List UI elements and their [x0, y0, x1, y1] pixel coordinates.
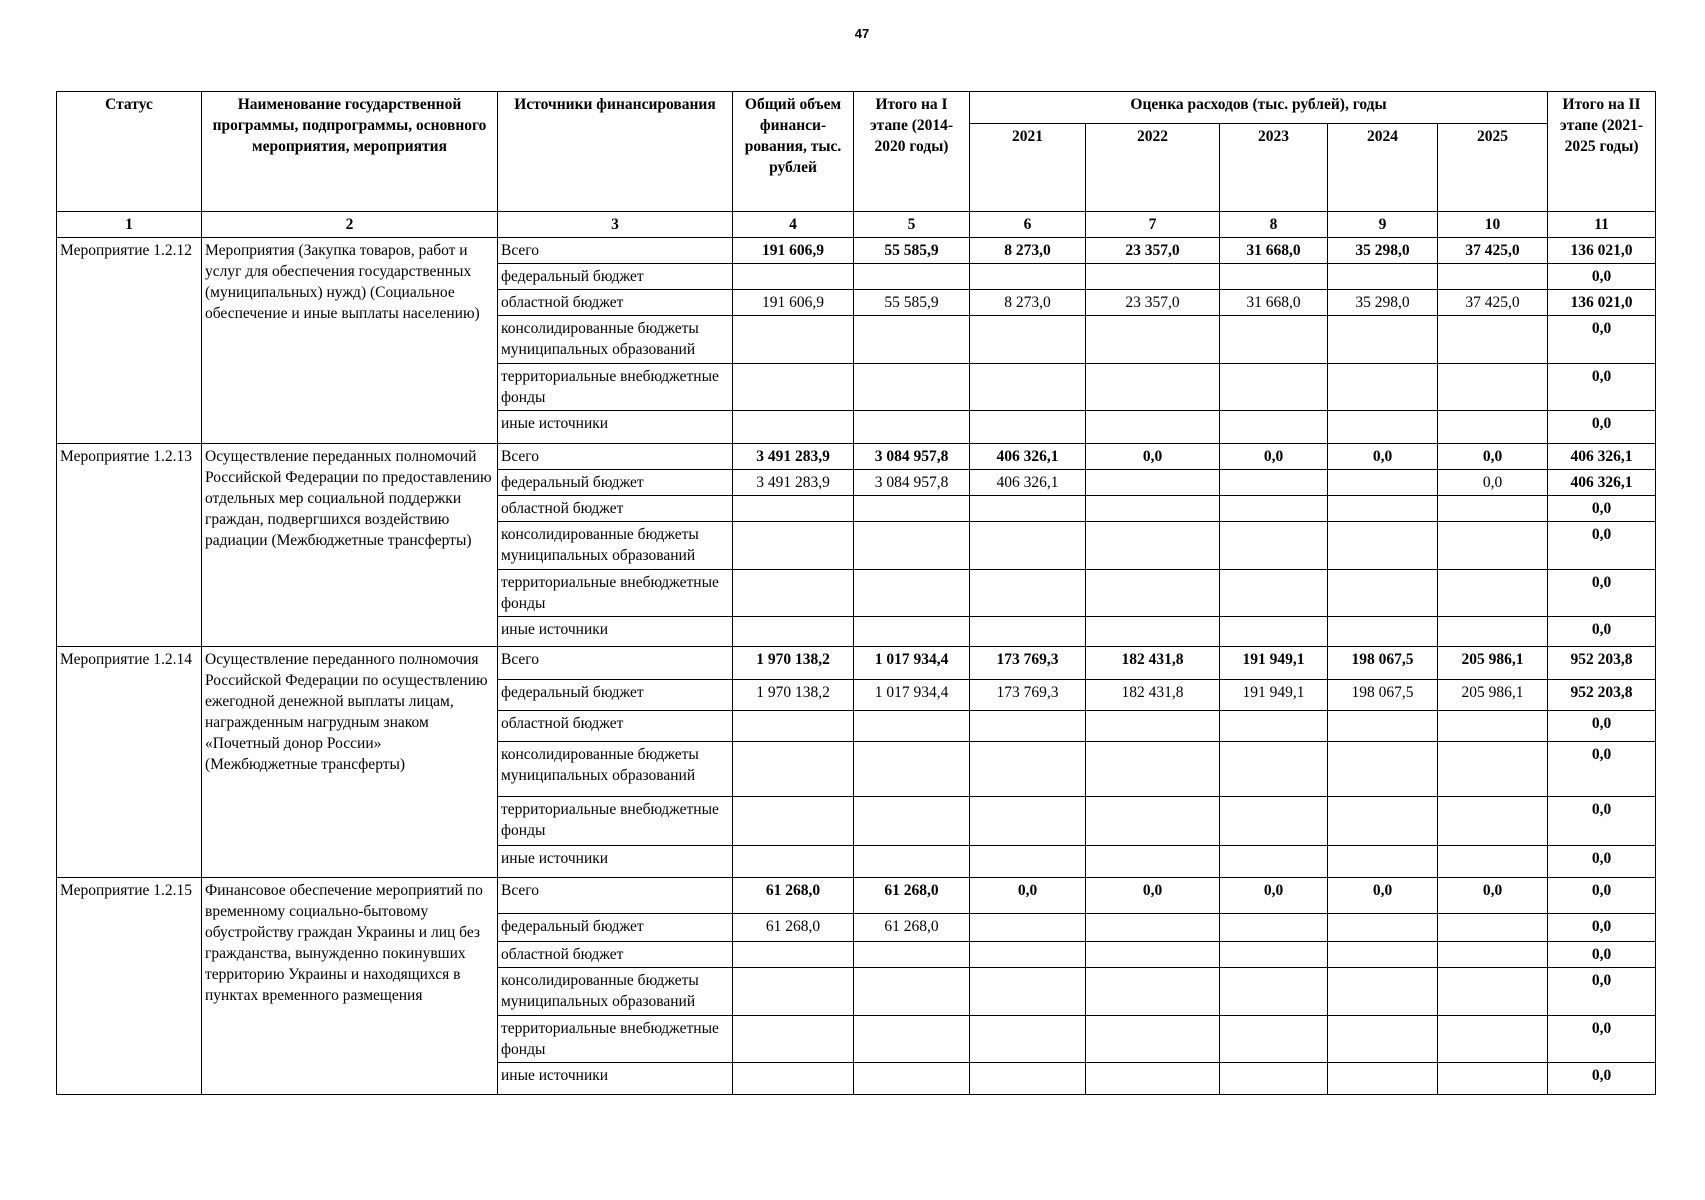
value-cell [733, 617, 854, 647]
value-cell [970, 570, 1086, 617]
value-cell [1220, 496, 1328, 522]
value-cell [1328, 522, 1438, 570]
value-cell [733, 742, 854, 797]
value-cell [1086, 570, 1220, 617]
value-cell [733, 797, 854, 846]
value-cell [970, 846, 1086, 878]
stage2-total-cell: 0,0 [1548, 617, 1656, 647]
measure-name-cell: Мероприятия (Закупка товаров, работ и услуг для обеспечения государственных (муниципальных) нужд) (Социальное обеспечение и иные выплаты населению) [202, 238, 498, 444]
value-cell: 0,0 [1328, 444, 1438, 470]
value-cell [1438, 411, 1548, 444]
source-cell: федеральный бюджет [498, 914, 733, 942]
value-cell [733, 1016, 854, 1063]
source-cell: областной бюджет [498, 942, 733, 968]
value-cell [970, 522, 1086, 570]
value-cell [1438, 711, 1548, 742]
stage2-total-cell: 0,0 [1548, 364, 1656, 411]
page-number: 47 [854, 26, 870, 41]
value-cell [1086, 411, 1220, 444]
value-cell [1438, 797, 1548, 846]
header-total-volume: Общий объем финанси-рования, тыс. рублей [733, 92, 854, 212]
header-name: Наименование государственной программы, подпрограммы, основного мероприятия, мероприятия [202, 92, 498, 212]
value-cell [1328, 570, 1438, 617]
status-cell: Мероприятие 1.2.14 [57, 647, 202, 878]
value-cell [854, 1063, 970, 1095]
value-cell: 3 491 283,9 [733, 444, 854, 470]
value-cell [854, 264, 970, 290]
value-cell [1220, 797, 1328, 846]
stage2-total-cell: 952 203,8 [1548, 647, 1656, 680]
value-cell [854, 522, 970, 570]
value-cell [1438, 617, 1548, 647]
value-cell: 0,0 [1220, 444, 1328, 470]
stage2-total-cell: 406 326,1 [1548, 470, 1656, 496]
stage2-total-cell: 0,0 [1548, 878, 1656, 914]
value-cell [1438, 1016, 1548, 1063]
value-cell [733, 968, 854, 1016]
column-number: 3 [498, 212, 733, 238]
value-cell [1328, 496, 1438, 522]
source-cell: территориальные внебюджетные фонды [498, 1016, 733, 1063]
value-cell [1086, 617, 1220, 647]
value-cell [1220, 1063, 1328, 1095]
value-cell [1328, 968, 1438, 1016]
value-cell [1328, 711, 1438, 742]
value-cell: 0,0 [1086, 444, 1220, 470]
column-number: 6 [970, 212, 1086, 238]
value-cell [1438, 914, 1548, 942]
value-cell [970, 316, 1086, 364]
value-cell: 3 084 957,8 [854, 444, 970, 470]
column-number: 11 [1548, 212, 1656, 238]
value-cell [1086, 522, 1220, 570]
measure-name-cell: Осуществление переданных полномочий Российской Федерации по предоставлению отдельных мер социальной поддержки граждан, подвергшихся воздействию радиации (Межбюджетные трансферты) [202, 444, 498, 647]
value-cell [1086, 264, 1220, 290]
stage2-total-cell: 952 203,8 [1548, 680, 1656, 711]
value-cell: 37 425,0 [1438, 238, 1548, 264]
column-number: 9 [1328, 212, 1438, 238]
value-cell [970, 968, 1086, 1016]
value-cell: 61 268,0 [733, 878, 854, 914]
value-cell [733, 496, 854, 522]
value-cell: 61 268,0 [854, 878, 970, 914]
value-cell: 191 606,9 [733, 238, 854, 264]
value-cell [1086, 1016, 1220, 1063]
value-cell [854, 617, 970, 647]
value-cell: 61 268,0 [733, 914, 854, 942]
value-cell [733, 522, 854, 570]
source-cell: территориальные внебюджетные фонды [498, 570, 733, 617]
value-cell [854, 411, 970, 444]
value-cell [1086, 316, 1220, 364]
value-cell [1220, 570, 1328, 617]
value-cell [854, 364, 970, 411]
value-cell [733, 711, 854, 742]
value-cell: 191 949,1 [1220, 680, 1328, 711]
value-cell: 0,0 [1220, 878, 1328, 914]
value-cell [854, 942, 970, 968]
value-cell: 8 273,0 [970, 290, 1086, 316]
value-cell [970, 711, 1086, 742]
value-cell [1220, 470, 1328, 496]
value-cell: 3 084 957,8 [854, 470, 970, 496]
value-cell [1220, 264, 1328, 290]
value-cell [854, 711, 970, 742]
value-cell [970, 617, 1086, 647]
value-cell [733, 846, 854, 878]
header-stage1: Итого на I этапе (2014-2020 годы) [854, 92, 970, 212]
value-cell: 3 491 283,9 [733, 470, 854, 496]
value-cell [733, 411, 854, 444]
column-number: 4 [733, 212, 854, 238]
stage2-total-cell: 0,0 [1548, 1016, 1656, 1063]
value-cell: 205 986,1 [1438, 680, 1548, 711]
value-cell: 35 298,0 [1328, 238, 1438, 264]
value-cell [1220, 846, 1328, 878]
source-cell: областной бюджет [498, 496, 733, 522]
stage2-total-cell: 406 326,1 [1548, 444, 1656, 470]
value-cell [1328, 742, 1438, 797]
source-cell: федеральный бюджет [498, 470, 733, 496]
stage2-total-cell: 0,0 [1548, 942, 1656, 968]
header-sources: Источники финансирования [498, 92, 733, 212]
column-number: 2 [202, 212, 498, 238]
value-cell [1438, 846, 1548, 878]
value-cell: 0,0 [1328, 878, 1438, 914]
value-cell: 182 431,8 [1086, 647, 1220, 680]
table-row [57, 444, 1656, 470]
value-cell: 23 357,0 [1086, 290, 1220, 316]
stage2-total-cell: 0,0 [1548, 742, 1656, 797]
value-cell [1328, 914, 1438, 942]
value-cell [970, 1063, 1086, 1095]
value-cell [1438, 316, 1548, 364]
header-stage2: Итого на II этапе (2021-2025 годы) [1548, 92, 1656, 212]
value-cell [1220, 617, 1328, 647]
value-cell: 1 970 138,2 [733, 647, 854, 680]
status-cell: Мероприятие 1.2.12 [57, 238, 202, 444]
value-cell [1438, 496, 1548, 522]
value-cell [733, 570, 854, 617]
source-cell: консолидированные бюджеты муниципальных образований [498, 968, 733, 1016]
source-cell: Всего [498, 444, 733, 470]
stage2-total-cell: 0,0 [1548, 914, 1656, 942]
value-cell [733, 942, 854, 968]
value-cell [1438, 364, 1548, 411]
source-cell: Всего [498, 647, 733, 680]
stage2-total-cell: 0,0 [1548, 711, 1656, 742]
value-cell [970, 914, 1086, 942]
header-year: 2022 [1086, 124, 1220, 212]
source-cell: территориальные внебюджетные фонды [498, 797, 733, 846]
value-cell [1086, 742, 1220, 797]
header-year: 2023 [1220, 124, 1328, 212]
stage2-total-cell: 0,0 [1548, 797, 1656, 846]
stage2-total-cell: 0,0 [1548, 968, 1656, 1016]
table-row [57, 647, 1656, 680]
value-cell [854, 968, 970, 1016]
value-cell: 0,0 [1438, 470, 1548, 496]
stage2-total-cell: 0,0 [1548, 1063, 1656, 1095]
value-cell [970, 411, 1086, 444]
value-cell [1438, 942, 1548, 968]
value-cell [1328, 364, 1438, 411]
value-cell [1086, 942, 1220, 968]
source-cell: областной бюджет [498, 290, 733, 316]
value-cell [970, 742, 1086, 797]
column-number: 5 [854, 212, 970, 238]
value-cell: 198 067,5 [1328, 647, 1438, 680]
value-cell [970, 1016, 1086, 1063]
stage2-total-cell: 0,0 [1548, 570, 1656, 617]
value-cell [1220, 316, 1328, 364]
source-cell: Всего [498, 878, 733, 914]
value-cell: 173 769,3 [970, 647, 1086, 680]
value-cell [970, 496, 1086, 522]
source-cell: иные источники [498, 411, 733, 444]
value-cell: 0,0 [1438, 444, 1548, 470]
value-cell [1438, 570, 1548, 617]
value-cell [1438, 968, 1548, 1016]
value-cell: 198 067,5 [1328, 680, 1438, 711]
value-cell [854, 846, 970, 878]
value-cell: 1 970 138,2 [733, 680, 854, 711]
value-cell [1328, 942, 1438, 968]
value-cell: 8 273,0 [970, 238, 1086, 264]
value-cell: 1 017 934,4 [854, 680, 970, 711]
status-cell: Мероприятие 1.2.13 [57, 444, 202, 647]
value-cell [1086, 711, 1220, 742]
value-cell [1438, 1063, 1548, 1095]
financing-table [56, 91, 1656, 1095]
source-cell: областной бюджет [498, 711, 733, 742]
value-cell [1220, 522, 1328, 570]
value-cell [1220, 411, 1328, 444]
value-cell: 182 431,8 [1086, 680, 1220, 711]
measure-name-cell: Осуществление переданного полномочия Российской Федерации по осуществлению ежегодной денежной выплаты лицам, награжденным нагрудным знаком «Почетный донор России» (Межбюджетные трансферты) [202, 647, 498, 878]
stage2-total-cell: 0,0 [1548, 411, 1656, 444]
value-cell [1328, 316, 1438, 364]
header-year: 2021 [970, 124, 1086, 212]
value-cell: 191 949,1 [1220, 647, 1328, 680]
value-cell [1086, 797, 1220, 846]
source-cell: консолидированные бюджеты муниципальных образований [498, 522, 733, 570]
status-cell: Мероприятие 1.2.15 [57, 878, 202, 1095]
value-cell: 61 268,0 [854, 914, 970, 942]
value-cell [970, 364, 1086, 411]
source-cell: иные источники [498, 617, 733, 647]
source-cell: консолидированные бюджеты муниципальных образований [498, 316, 733, 364]
value-cell [1438, 742, 1548, 797]
stage2-total-cell: 0,0 [1548, 522, 1656, 570]
value-cell [1438, 264, 1548, 290]
value-cell [1328, 1063, 1438, 1095]
value-cell: 173 769,3 [970, 680, 1086, 711]
value-cell: 0,0 [1086, 878, 1220, 914]
value-cell: 1 017 934,4 [854, 647, 970, 680]
value-cell [1086, 496, 1220, 522]
stage2-total-cell: 136 021,0 [1548, 238, 1656, 264]
column-number: 8 [1220, 212, 1328, 238]
value-cell: 55 585,9 [854, 238, 970, 264]
value-cell [1086, 914, 1220, 942]
header-year: 2024 [1328, 124, 1438, 212]
value-cell [1220, 968, 1328, 1016]
value-cell [1220, 942, 1328, 968]
value-cell [1328, 617, 1438, 647]
value-cell [733, 364, 854, 411]
value-cell: 191 606,9 [733, 290, 854, 316]
stage2-total-cell: 0,0 [1548, 316, 1656, 364]
value-cell [970, 797, 1086, 846]
value-cell [1220, 364, 1328, 411]
value-cell [733, 1063, 854, 1095]
value-cell [1086, 364, 1220, 411]
column-number-row [57, 212, 1656, 238]
stage2-total-cell: 136 021,0 [1548, 290, 1656, 316]
source-cell: иные источники [498, 1063, 733, 1095]
value-cell [1328, 411, 1438, 444]
value-cell: 205 986,1 [1438, 647, 1548, 680]
value-cell [1086, 1063, 1220, 1095]
value-cell: 23 357,0 [1086, 238, 1220, 264]
header-status: Статус [57, 92, 202, 212]
value-cell [1220, 914, 1328, 942]
value-cell [1328, 797, 1438, 846]
source-cell: федеральный бюджет [498, 264, 733, 290]
header-estimate-group: Оценка расходов (тыс. рублей), годы [970, 92, 1548, 124]
table-row [57, 238, 1656, 264]
stage2-total-cell: 0,0 [1548, 846, 1656, 878]
header-year: 2025 [1438, 124, 1548, 212]
value-cell [1328, 264, 1438, 290]
stage2-total-cell: 0,0 [1548, 496, 1656, 522]
measure-name-cell: Финансовое обеспечение мероприятий по временному социально-бытовому обустройству граждан Украины и лиц без гражданства, вынужденно покинувших территорию Украины и находящихся в пунктах временного размещения [202, 878, 498, 1095]
value-cell [1220, 711, 1328, 742]
value-cell [1086, 470, 1220, 496]
column-number: 10 [1438, 212, 1548, 238]
value-cell [970, 264, 1086, 290]
value-cell [1328, 1016, 1438, 1063]
value-cell [1328, 846, 1438, 878]
value-cell [1438, 522, 1548, 570]
value-cell [733, 264, 854, 290]
value-cell [854, 316, 970, 364]
value-cell [854, 797, 970, 846]
value-cell [854, 496, 970, 522]
value-cell [1328, 470, 1438, 496]
value-cell [970, 942, 1086, 968]
source-cell: Всего [498, 238, 733, 264]
table-row [57, 878, 1656, 914]
source-cell: иные источники [498, 846, 733, 878]
value-cell [1220, 742, 1328, 797]
value-cell: 55 585,9 [854, 290, 970, 316]
value-cell [854, 570, 970, 617]
value-cell: 35 298,0 [1328, 290, 1438, 316]
source-cell: территориальные внебюджетные фонды [498, 364, 733, 411]
value-cell: 406 326,1 [970, 444, 1086, 470]
value-cell [1086, 968, 1220, 1016]
source-cell: федеральный бюджет [498, 680, 733, 711]
value-cell: 0,0 [1438, 878, 1548, 914]
column-number: 1 [57, 212, 202, 238]
value-cell: 31 668,0 [1220, 290, 1328, 316]
value-cell [854, 1016, 970, 1063]
column-number: 7 [1086, 212, 1220, 238]
value-cell [733, 316, 854, 364]
value-cell: 0,0 [970, 878, 1086, 914]
value-cell: 31 668,0 [1220, 238, 1328, 264]
source-cell: консолидированные бюджеты муниципальных образований [498, 742, 733, 797]
stage2-total-cell: 0,0 [1548, 264, 1656, 290]
value-cell [1086, 846, 1220, 878]
value-cell [854, 742, 970, 797]
value-cell [1220, 1016, 1328, 1063]
value-cell: 37 425,0 [1438, 290, 1548, 316]
value-cell: 406 326,1 [970, 470, 1086, 496]
